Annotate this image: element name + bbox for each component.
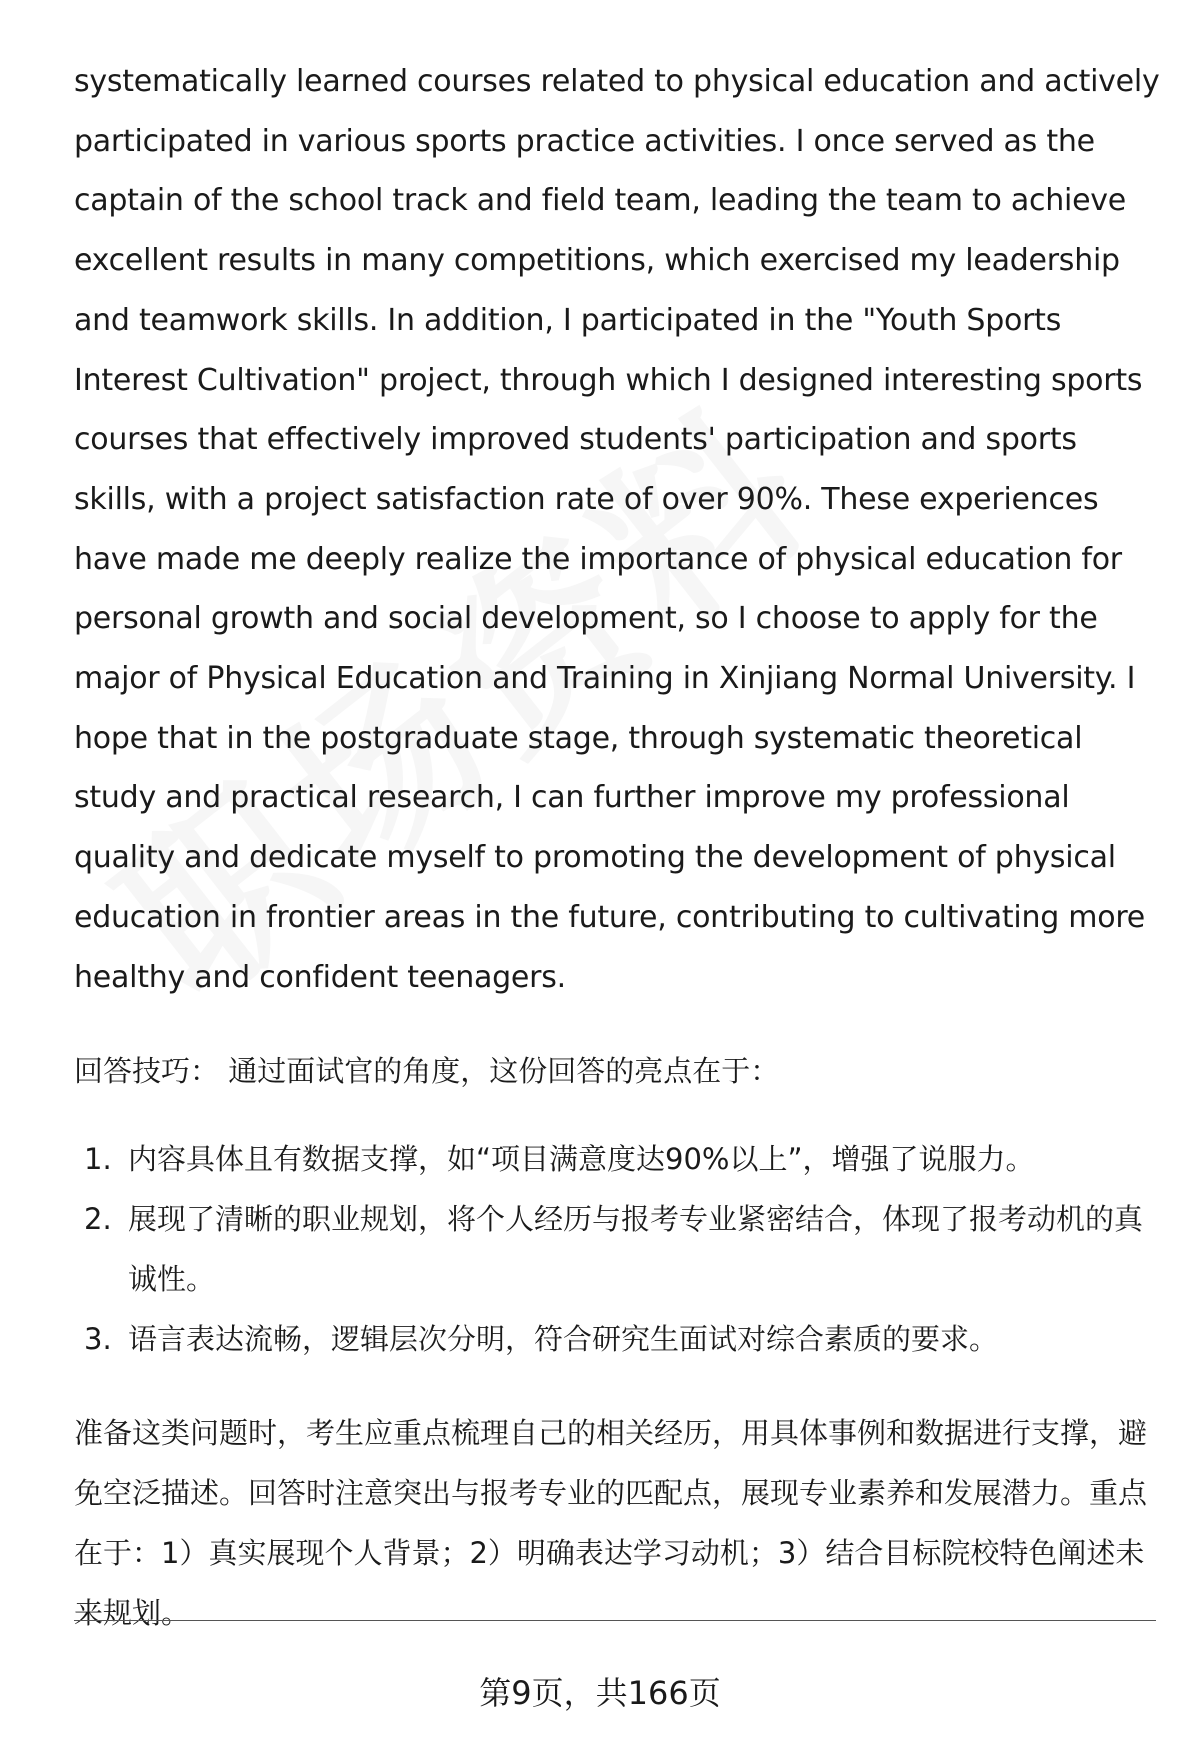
- list-item-text: 语言表达流畅，逻辑层次分明，符合研究生面试对综合素质的要求。: [128, 1322, 999, 1357]
- list-item-text: 展现了清晰的职业规划，将个人经历与报考专业紧密结合，体现了报考动机的真诚性。: [128, 1202, 1144, 1297]
- list-item-number: 3.: [84, 1322, 112, 1357]
- list-item-text: 内容具体且有数据支撑，如“项目满意度达90%以上”，增强了说服力。: [128, 1142, 1035, 1177]
- page-content: [74, 52, 1164, 1643]
- list-item: [74, 1129, 1164, 1189]
- list-item: [74, 1309, 1164, 1369]
- footer-divider: [74, 1620, 1156, 1621]
- preparation-paragraph: 准备这类问题时，考生应重点梳理自己的相关经历，用具体事例和数据进行支撑，避免空泛描述。回答时注意突出与报考专业的匹配点，展现专业素养和发展潜力。重点在于：1）真实展现个人背景；2）明确表达学习动机；3）结合目标院校特色阐述未来规划。: [74, 1416, 1148, 1631]
- list-item-number: 2.: [84, 1202, 112, 1237]
- page-number-footer: 第9页，共166页: [479, 1674, 721, 1712]
- answer-tip-line: 回答技巧： 通过面试官的角度，这份回答的亮点在于：: [74, 1054, 780, 1089]
- highlights-list: [74, 1129, 1164, 1369]
- list-item-number: 1.: [84, 1142, 112, 1177]
- body-paragraph: systematically learned courses related to physical education and actively participated in various sports practice activities. I once served as the captain of the school track and field team, leading the team to achieve excellent results in many competitions, which exercised my leadership and teamwork skills. In addition, I participated in the "Youth Sports Interest Cultivation" project, through which I designed interesting sports courses that effectively improved students' participation and sports skills, with a project satisfaction rate of over 90%. These experiences have made me deeply realize the importance of physical education for personal growth and social development, so I choose to apply for the major of Physical Education and Training in Xinjiang Normal University. I hope that in the postgraduate stage, through systematic theoretical study and practical research, I can further improve my professional quality and dedicate myself to promoting the development of physical education in frontier areas in the future, contributing to cultivating more healthy and confident teenagers.: [74, 64, 1160, 995]
- list-item: [74, 1189, 1164, 1309]
